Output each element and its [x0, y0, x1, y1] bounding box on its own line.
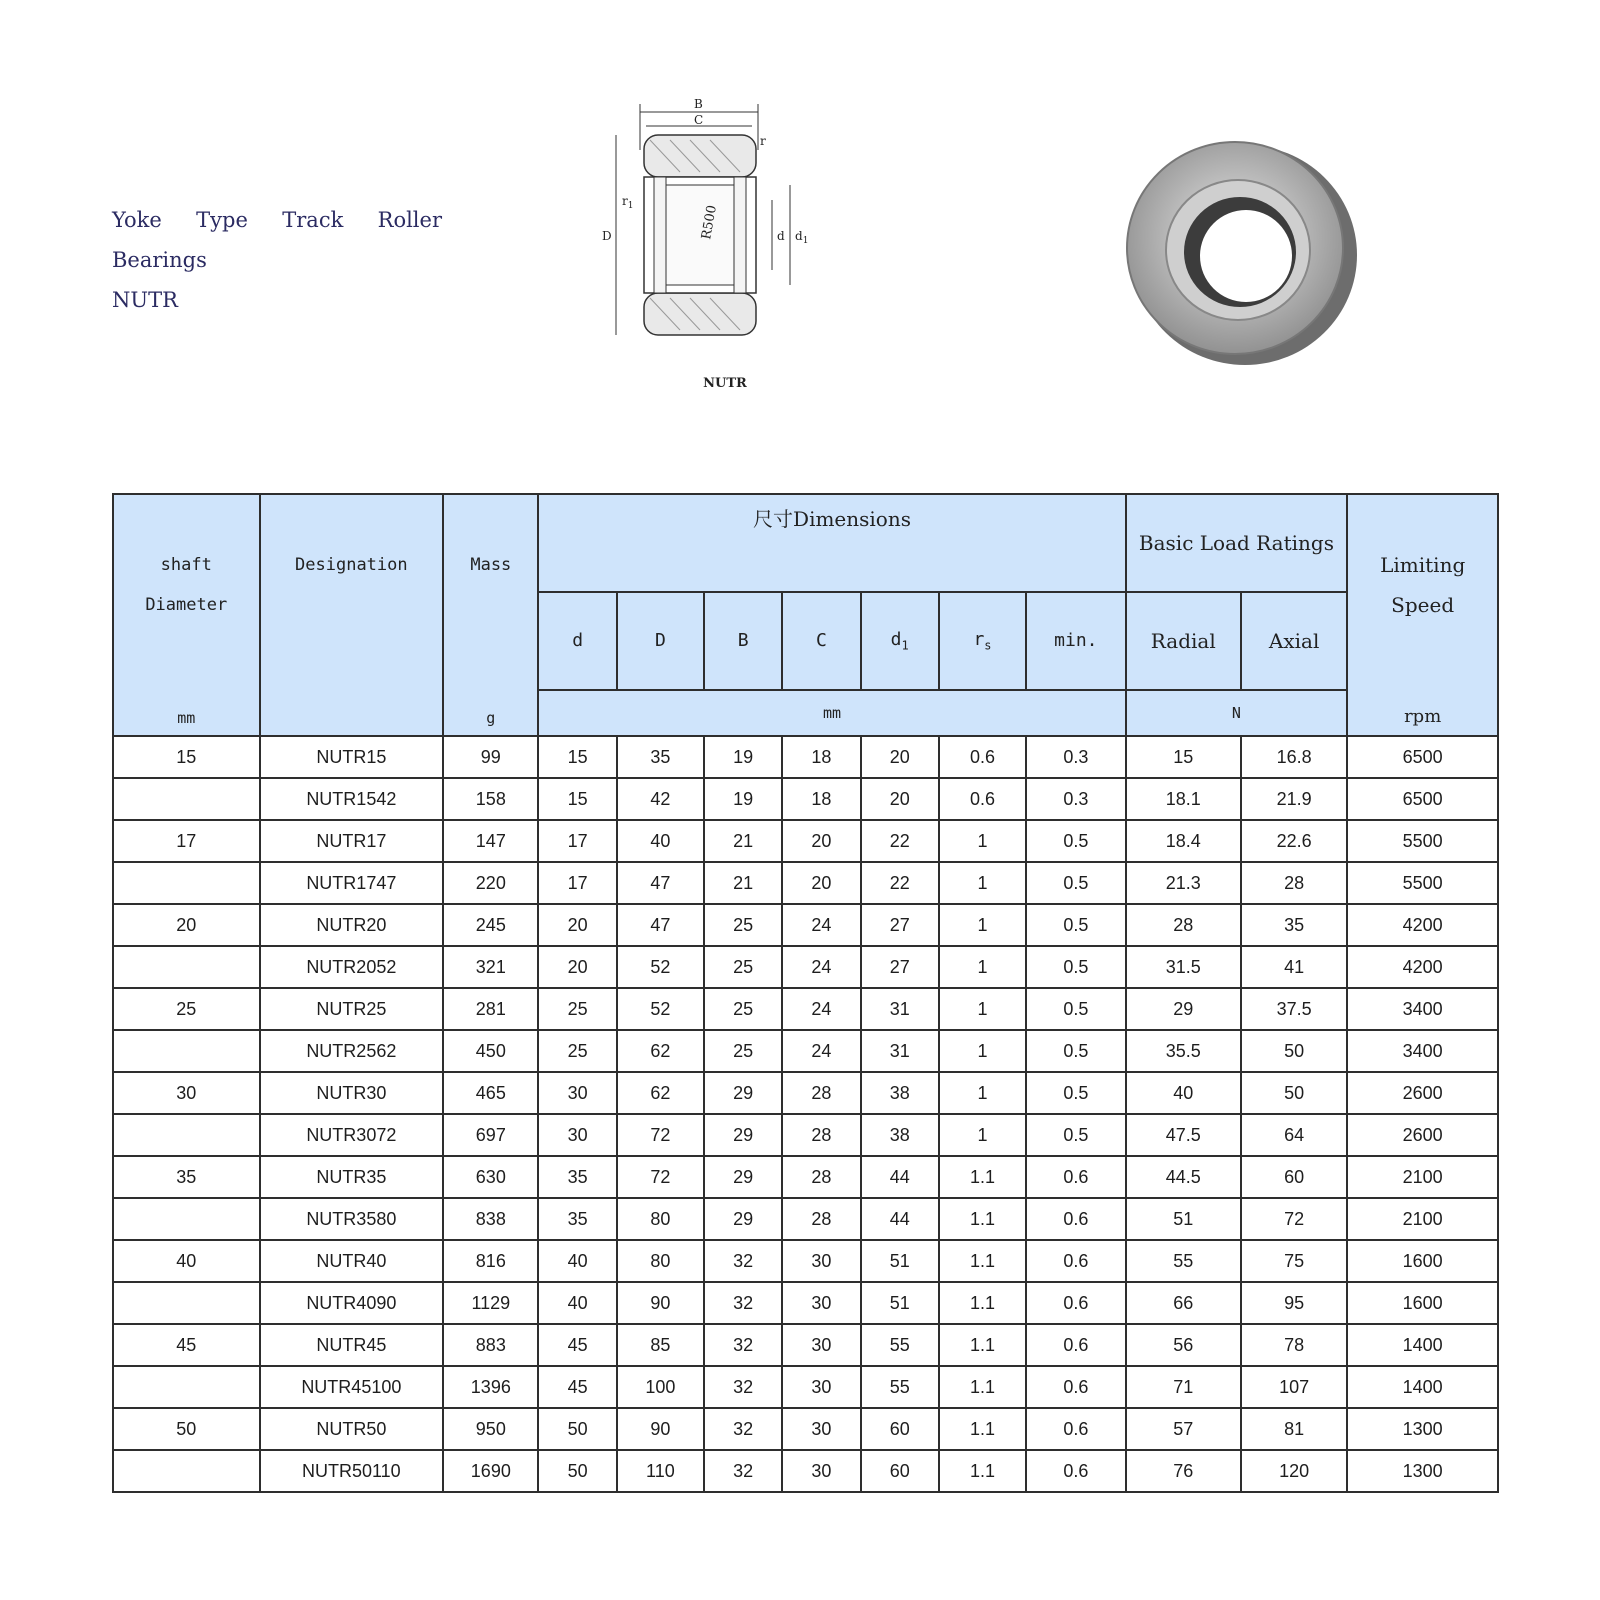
shaft-cell: 30: [113, 1072, 260, 1114]
mass-cell: 245: [443, 904, 538, 946]
rs-cell: 1.1: [939, 1282, 1026, 1324]
b-cell: 25: [704, 1030, 782, 1072]
c-cell: 28: [782, 1114, 860, 1156]
shaft-cell: [113, 1282, 260, 1324]
axial-cell: 28: [1241, 862, 1347, 904]
title-word: Yoke: [112, 208, 162, 232]
title-line-2: Bearings: [112, 248, 207, 272]
speed-cell: 5500: [1347, 862, 1498, 904]
radial-cell: 35.5: [1126, 1030, 1241, 1072]
speed-cell: 3400: [1347, 1030, 1498, 1072]
axial-cell: 107: [1241, 1366, 1347, 1408]
designation-cell: NUTR35: [260, 1156, 444, 1198]
d-cell: 17: [538, 820, 616, 862]
min-cell: 0.5: [1026, 1030, 1125, 1072]
c-cell: 18: [782, 736, 860, 778]
mass-cell: 281: [443, 988, 538, 1030]
shaft-cell: [113, 1198, 260, 1240]
outer-d-cell: 100: [617, 1366, 704, 1408]
d1-cell: 20: [861, 736, 939, 778]
axial-cell: 95: [1241, 1282, 1347, 1324]
designation-cell: NUTR45100: [260, 1366, 444, 1408]
c-cell: 28: [782, 1156, 860, 1198]
min-cell: 0.6: [1026, 1408, 1125, 1450]
header-designation: Designation: [260, 494, 444, 736]
axial-cell: 21.9: [1241, 778, 1347, 820]
d1-cell: 55: [861, 1324, 939, 1366]
min-cell: 0.6: [1026, 1198, 1125, 1240]
min-cell: 0.6: [1026, 1366, 1125, 1408]
min-cell: 0.5: [1026, 1072, 1125, 1114]
b-cell: 19: [704, 736, 782, 778]
radial-cell: 76: [1126, 1450, 1241, 1492]
radial-cell: 47.5: [1126, 1114, 1241, 1156]
designation-cell: NUTR20: [260, 904, 444, 946]
outer-d-cell: 52: [617, 988, 704, 1030]
c-cell: 30: [782, 1324, 860, 1366]
header-mass: Mass g: [443, 494, 538, 736]
dim-c-label: C: [694, 113, 704, 127]
c-cell: 18: [782, 778, 860, 820]
title-word: Track: [282, 208, 344, 232]
header-shaft-unit: mm: [177, 709, 196, 727]
b-cell: 19: [704, 778, 782, 820]
table-row: [113, 1198, 1498, 1240]
d-cell: 17: [538, 862, 616, 904]
designation-cell: NUTR40: [260, 1240, 444, 1282]
table-row: [113, 1240, 1498, 1282]
table-row: [113, 1156, 1498, 1198]
d-cell: 30: [538, 1114, 616, 1156]
table-row: [113, 1282, 1498, 1324]
rs-cell: 1: [939, 1072, 1026, 1114]
outer-d-cell: 80: [617, 1240, 704, 1282]
b-cell: 32: [704, 1240, 782, 1282]
header-outer-d: D: [617, 592, 704, 690]
dim-bore-d-label: d: [777, 229, 785, 243]
shaft-cell: [113, 862, 260, 904]
c-cell: 30: [782, 1240, 860, 1282]
axial-cell: 72: [1241, 1198, 1347, 1240]
speed-cell: 4200: [1347, 904, 1498, 946]
dim-r-label: r: [760, 134, 766, 148]
axial-cell: 16.8: [1241, 736, 1347, 778]
d-cell: 45: [538, 1324, 616, 1366]
d1-cell: 44: [861, 1156, 939, 1198]
d1-cell: 31: [861, 1030, 939, 1072]
mass-cell: 838: [443, 1198, 538, 1240]
d-cell: 45: [538, 1366, 616, 1408]
speed-cell: 1400: [1347, 1324, 1498, 1366]
min-cell: 0.5: [1026, 988, 1125, 1030]
header-dimensions: 尺寸Dimensions: [538, 494, 1125, 592]
d1-cell: 44: [861, 1198, 939, 1240]
radial-cell: 44.5: [1126, 1156, 1241, 1198]
table-row: [113, 736, 1498, 778]
designation-cell: NUTR50: [260, 1408, 444, 1450]
axial-cell: 41: [1241, 946, 1347, 988]
d-cell: 35: [538, 1198, 616, 1240]
d1-cell: 27: [861, 946, 939, 988]
designation-cell: NUTR17: [260, 820, 444, 862]
specification-table: [112, 493, 1499, 1493]
radial-cell: 29: [1126, 988, 1241, 1030]
shaft-cell: 20: [113, 904, 260, 946]
d-cell: 30: [538, 1072, 616, 1114]
mass-cell: 147: [443, 820, 538, 862]
min-cell: 0.5: [1026, 904, 1125, 946]
designation-cell: NUTR2562: [260, 1030, 444, 1072]
shaft-cell: 17: [113, 820, 260, 862]
designation-cell: NUTR4090: [260, 1282, 444, 1324]
mass-cell: 465: [443, 1072, 538, 1114]
rs-cell: 1: [939, 820, 1026, 862]
c-cell: 20: [782, 862, 860, 904]
header-rs: $r_s$: [939, 592, 1026, 690]
radial-cell: 71: [1126, 1366, 1241, 1408]
c-cell: 20: [782, 820, 860, 862]
shaft-cell: 45: [113, 1324, 260, 1366]
designation-cell: NUTR45: [260, 1324, 444, 1366]
d1-cell: 51: [861, 1282, 939, 1324]
shaft-cell: [113, 1030, 260, 1072]
b-cell: 29: [704, 1114, 782, 1156]
axial-cell: 50: [1241, 1072, 1347, 1114]
rs-cell: 1: [939, 1030, 1026, 1072]
d1-cell: 27: [861, 904, 939, 946]
designation-cell: NUTR2052: [260, 946, 444, 988]
speed-cell: 2600: [1347, 1114, 1498, 1156]
radial-cell: 15: [1126, 736, 1241, 778]
b-cell: 29: [704, 1072, 782, 1114]
title-word: Type: [196, 208, 248, 232]
radial-cell: 40: [1126, 1072, 1241, 1114]
min-cell: 0.5: [1026, 862, 1125, 904]
radial-cell: 51: [1126, 1198, 1241, 1240]
speed-cell: 1300: [1347, 1450, 1498, 1492]
c-cell: 28: [782, 1072, 860, 1114]
d1-cell: 38: [861, 1072, 939, 1114]
header-b: B: [704, 592, 782, 690]
title-line-3: NUTR: [112, 288, 178, 312]
outer-d-cell: 35: [617, 736, 704, 778]
axial-cell: 75: [1241, 1240, 1347, 1282]
table-row: [113, 778, 1498, 820]
b-cell: 32: [704, 1366, 782, 1408]
d-cell: 15: [538, 736, 616, 778]
speed-cell: 1600: [1347, 1282, 1498, 1324]
table-row: [113, 1366, 1498, 1408]
b-cell: 29: [704, 1198, 782, 1240]
min-cell: 0.5: [1026, 1114, 1125, 1156]
speed-cell: 4200: [1347, 946, 1498, 988]
table-row: [113, 1408, 1498, 1450]
header-d: d: [538, 592, 616, 690]
min-cell: 0.3: [1026, 778, 1125, 820]
designation-cell: NUTR15: [260, 736, 444, 778]
radial-cell: 21.3: [1126, 862, 1241, 904]
mass-cell: 1129: [443, 1282, 538, 1324]
mass-cell: 1396: [443, 1366, 538, 1408]
table-row: [113, 946, 1498, 988]
rs-cell: 1.1: [939, 1156, 1026, 1198]
d1-cell: 55: [861, 1366, 939, 1408]
c-cell: 30: [782, 1282, 860, 1324]
title-line-1: [112, 200, 442, 240]
outer-d-cell: 47: [617, 862, 704, 904]
shaft-cell: 40: [113, 1240, 260, 1282]
radial-cell: 18.4: [1126, 820, 1241, 862]
c-cell: 24: [782, 1030, 860, 1072]
outer-d-cell: 80: [617, 1198, 704, 1240]
axial-cell: 37.5: [1241, 988, 1347, 1030]
table-row: [113, 1114, 1498, 1156]
outer-d-cell: 85: [617, 1324, 704, 1366]
header-d1: $d_1$: [861, 592, 939, 690]
axial-cell: 81: [1241, 1408, 1347, 1450]
b-cell: 29: [704, 1156, 782, 1198]
d1-cell: 31: [861, 988, 939, 1030]
outer-d-cell: 62: [617, 1030, 704, 1072]
header-limiting-speed: Limiting Speed rpm: [1347, 494, 1498, 736]
mass-cell: 450: [443, 1030, 538, 1072]
rs-cell: 1.1: [939, 1408, 1026, 1450]
bearing-photo-icon: [1120, 130, 1360, 370]
mass-cell: 697: [443, 1114, 538, 1156]
c-cell: 30: [782, 1450, 860, 1492]
d1-cell: 60: [861, 1450, 939, 1492]
rs-cell: 1.1: [939, 1324, 1026, 1366]
dim-b-label: B: [694, 97, 703, 111]
b-cell: 32: [704, 1408, 782, 1450]
mass-cell: 158: [443, 778, 538, 820]
d1-cell: 22: [861, 820, 939, 862]
b-cell: 25: [704, 988, 782, 1030]
axial-cell: 120: [1241, 1450, 1347, 1492]
speed-cell: 2100: [1347, 1198, 1498, 1240]
radial-cell: 55: [1126, 1240, 1241, 1282]
min-cell: 0.5: [1026, 820, 1125, 862]
b-cell: 25: [704, 904, 782, 946]
table-row: [113, 820, 1498, 862]
designation-cell: NUTR50110: [260, 1450, 444, 1492]
mass-cell: 883: [443, 1324, 538, 1366]
radial-cell: 66: [1126, 1282, 1241, 1324]
header-min: min.: [1026, 592, 1125, 690]
header-dimensions-unit: mm: [538, 690, 1125, 736]
d1-cell: 38: [861, 1114, 939, 1156]
axial-cell: 78: [1241, 1324, 1347, 1366]
table-row: [113, 862, 1498, 904]
min-cell: 0.6: [1026, 1324, 1125, 1366]
header-shaft-diameter: shaft Diameter mm: [113, 494, 260, 736]
radial-cell: 18.1: [1126, 778, 1241, 820]
designation-cell: NUTR30: [260, 1072, 444, 1114]
table-row: [113, 1072, 1498, 1114]
d-cell: 35: [538, 1156, 616, 1198]
mass-cell: 950: [443, 1408, 538, 1450]
radial-cell: 31.5: [1126, 946, 1241, 988]
bearing-photo: [1120, 130, 1360, 370]
rs-cell: 1: [939, 1114, 1026, 1156]
min-cell: 0.6: [1026, 1240, 1125, 1282]
d1-cell: 60: [861, 1408, 939, 1450]
table-row: [113, 1030, 1498, 1072]
header-mass-unit: g: [486, 709, 496, 727]
outer-d-cell: 72: [617, 1156, 704, 1198]
speed-cell: 2100: [1347, 1156, 1498, 1198]
d1-cell: 20: [861, 778, 939, 820]
mass-cell: 630: [443, 1156, 538, 1198]
shaft-cell: 35: [113, 1156, 260, 1198]
table-row: [113, 1324, 1498, 1366]
d-cell: 25: [538, 1030, 616, 1072]
c-cell: 28: [782, 1198, 860, 1240]
c-cell: 30: [782, 1408, 860, 1450]
shaft-cell: [113, 1114, 260, 1156]
outer-d-cell: 90: [617, 1408, 704, 1450]
shaft-cell: [113, 778, 260, 820]
rs-cell: 1.1: [939, 1198, 1026, 1240]
rs-cell: 1: [939, 904, 1026, 946]
d-cell: 40: [538, 1282, 616, 1324]
table-row: [113, 1450, 1498, 1492]
c-cell: 24: [782, 988, 860, 1030]
header-axial: Axial: [1241, 592, 1347, 690]
table-row: [113, 904, 1498, 946]
mass-cell: 220: [443, 862, 538, 904]
designation-cell: NUTR3580: [260, 1198, 444, 1240]
min-cell: 0.5: [1026, 946, 1125, 988]
radial-cell: 56: [1126, 1324, 1241, 1366]
outer-d-cell: 110: [617, 1450, 704, 1492]
designation-cell: NUTR1542: [260, 778, 444, 820]
header-radial: Radial: [1126, 592, 1241, 690]
b-cell: 32: [704, 1282, 782, 1324]
axial-cell: 50: [1241, 1030, 1347, 1072]
outer-d-cell: 40: [617, 820, 704, 862]
speed-cell: 1400: [1347, 1366, 1498, 1408]
rs-cell: 1: [939, 862, 1026, 904]
speed-cell: 6500: [1347, 778, 1498, 820]
d-cell: 20: [538, 946, 616, 988]
outer-d-cell: 47: [617, 904, 704, 946]
min-cell: 0.6: [1026, 1156, 1125, 1198]
radial-cell: 28: [1126, 904, 1241, 946]
c-cell: 30: [782, 1366, 860, 1408]
mass-cell: 816: [443, 1240, 538, 1282]
d1-cell: 22: [861, 862, 939, 904]
b-cell: 32: [704, 1450, 782, 1492]
mass-cell: 321: [443, 946, 538, 988]
header-speed-unit: rpm: [1404, 706, 1442, 727]
designation-cell: NUTR1747: [260, 862, 444, 904]
speed-cell: 2600: [1347, 1072, 1498, 1114]
speed-cell: 1600: [1347, 1240, 1498, 1282]
rs-cell: 1.1: [939, 1450, 1026, 1492]
title-word: Roller: [377, 208, 442, 232]
mass-cell: 99: [443, 736, 538, 778]
rs-cell: 1: [939, 946, 1026, 988]
speed-cell: 1300: [1347, 1408, 1498, 1450]
designation-cell: NUTR25: [260, 988, 444, 1030]
rs-cell: 1: [939, 988, 1026, 1030]
axial-cell: 22.6: [1241, 820, 1347, 862]
outer-d-cell: 62: [617, 1072, 704, 1114]
header-basic-load-ratings: Basic Load Ratings: [1126, 494, 1348, 592]
outer-d-cell: 42: [617, 778, 704, 820]
min-cell: 0.6: [1026, 1450, 1125, 1492]
shaft-cell: [113, 1366, 260, 1408]
speed-cell: 6500: [1347, 736, 1498, 778]
dim-r1-label: $r_1$: [622, 194, 634, 211]
d-cell: 25: [538, 988, 616, 1030]
shaft-cell: [113, 946, 260, 988]
axial-cell: 35: [1241, 904, 1347, 946]
min-cell: 0.3: [1026, 736, 1125, 778]
shaft-cell: 50: [113, 1408, 260, 1450]
rs-cell: 1.1: [939, 1366, 1026, 1408]
rs-cell: 0.6: [939, 736, 1026, 778]
speed-cell: 3400: [1347, 988, 1498, 1030]
b-cell: 32: [704, 1324, 782, 1366]
b-cell: 21: [704, 862, 782, 904]
b-cell: 21: [704, 820, 782, 862]
b-cell: 25: [704, 946, 782, 988]
mass-cell: 1690: [443, 1450, 538, 1492]
axial-cell: 64: [1241, 1114, 1347, 1156]
radial-cell: 57: [1126, 1408, 1241, 1450]
outer-d-cell: 90: [617, 1282, 704, 1324]
cross-section-icon: [600, 90, 850, 380]
d-cell: 50: [538, 1408, 616, 1450]
min-cell: 0.6: [1026, 1282, 1125, 1324]
table-row: [113, 988, 1498, 1030]
axial-cell: 60: [1241, 1156, 1347, 1198]
c-cell: 24: [782, 946, 860, 988]
shaft-cell: [113, 1450, 260, 1492]
d-cell: 15: [538, 778, 616, 820]
designation-cell: NUTR3072: [260, 1114, 444, 1156]
speed-cell: 5500: [1347, 820, 1498, 862]
drawing-caption: NUTR: [703, 376, 747, 391]
d-cell: 50: [538, 1450, 616, 1492]
rs-cell: 0.6: [939, 778, 1026, 820]
outer-d-cell: 72: [617, 1114, 704, 1156]
rs-cell: 1.1: [939, 1240, 1026, 1282]
c-cell: 24: [782, 904, 860, 946]
dim-d1-label: $d_1$: [795, 229, 809, 246]
bearing-cross-section-drawing: [600, 90, 850, 400]
d-cell: 40: [538, 1240, 616, 1282]
shaft-cell: 25: [113, 988, 260, 1030]
header-c: C: [782, 592, 860, 690]
d-cell: 20: [538, 904, 616, 946]
product-title: [112, 200, 442, 320]
header-load-unit: N: [1126, 690, 1348, 736]
shaft-cell: 15: [113, 736, 260, 778]
dim-outer-d-label: D: [602, 229, 612, 243]
d1-cell: 51: [861, 1240, 939, 1282]
radius-label: R500: [699, 204, 720, 241]
outer-d-cell: 52: [617, 946, 704, 988]
